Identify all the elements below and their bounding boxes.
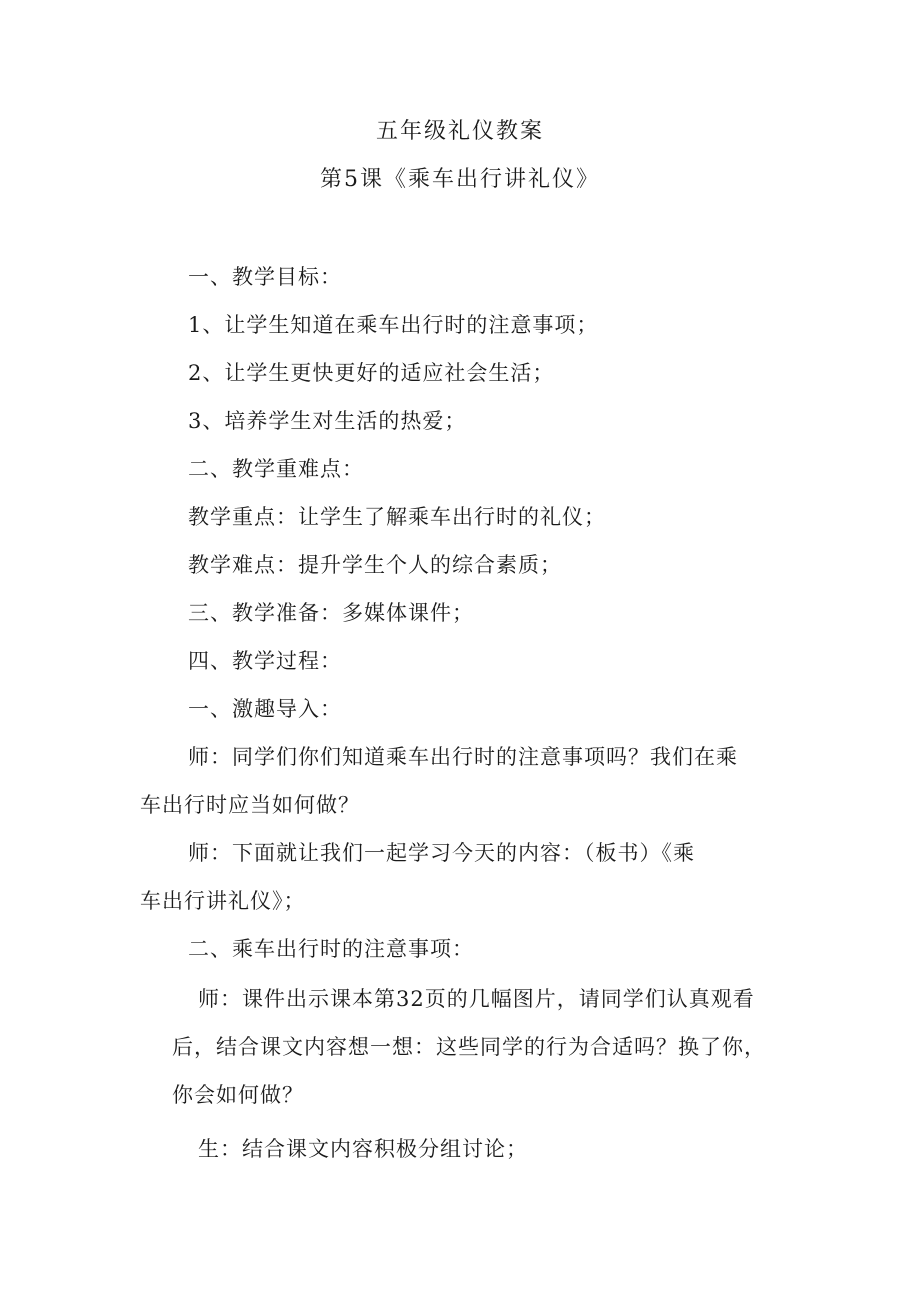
paragraph-line: 生：结合课文内容积极分组讨论；: [198, 1137, 528, 1161]
paragraph-line: 后，结合课文内容想一想：这些同学的行为合适吗？换了你，: [172, 1035, 766, 1059]
section-heading-key-points: 二、教学重难点：: [188, 457, 364, 481]
document-title: 五年级礼仪教案: [375, 119, 544, 144]
document-subtitle: 第5课《乘车出行讲礼仪》: [320, 167, 600, 192]
paragraph-line: 你会如何做？: [172, 1083, 304, 1107]
paragraph-line: 师：同学们你们知道乘车出行时的注意事项吗？我们在乘: [188, 745, 738, 769]
section-heading-intro: 一、激趣导入：: [188, 697, 342, 721]
section-heading-objectives: 一、教学目标：: [188, 265, 342, 289]
paragraph-line: 2、让学生更快更好的适应社会生活；: [188, 361, 555, 385]
paragraph-line: 1、让学生知道在乘车出行时的注意事项；: [188, 313, 599, 337]
section-heading-process: 四、教学过程：: [188, 649, 342, 673]
paragraph-line: 师：课件出示课本第32页的几幅图片，请同学们认真观看: [198, 987, 755, 1011]
paragraph-line: 车出行时应当如何做？: [140, 793, 360, 817]
paragraph-line: 教学难点：提升学生个人的综合素质；: [188, 553, 562, 577]
section-heading-preparation: 三、教学准备：多媒体课件；: [188, 601, 474, 625]
paragraph-line: 车出行讲礼仪》；: [140, 889, 306, 913]
paragraph-line: 3、培养学生对生活的热爱；: [188, 409, 467, 433]
paragraph-line: 教学重点：让学生了解乘车出行时的礼仪；: [188, 505, 606, 529]
paragraph-line: 师：下面就让我们一起学习今天的内容：（板书）《乘: [188, 841, 695, 865]
section-heading-notes: 二、乘车出行时的注意事项：: [188, 937, 474, 961]
